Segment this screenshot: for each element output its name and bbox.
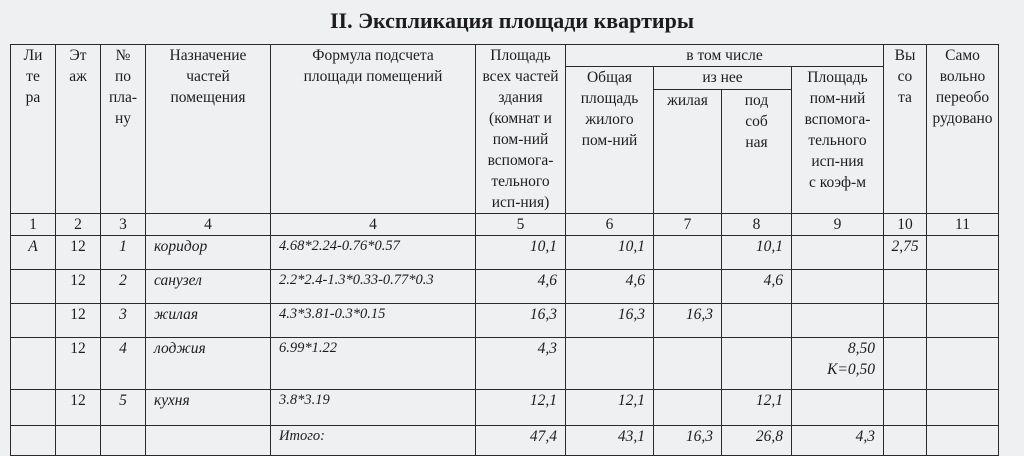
col-number: 4 xyxy=(271,214,476,236)
col-number: 9 xyxy=(792,214,884,236)
cell-formula: 2.2*2.4-1.3*0.33-0.77*0.3 xyxy=(271,270,476,304)
col-number: 10 xyxy=(884,214,927,236)
header-of-which: из нее xyxy=(654,67,792,90)
col-number: 2 xyxy=(56,214,101,236)
col-number: 5 xyxy=(476,214,566,236)
cell-aux-coef xyxy=(792,304,884,338)
cell-aux: 10,1 xyxy=(722,236,792,270)
cell-common: 12,1 xyxy=(566,390,654,426)
total-aux-coef: 4,3 xyxy=(792,426,884,456)
cell-height xyxy=(884,390,927,426)
cell-living xyxy=(654,270,722,304)
header-aux: под соб ная xyxy=(722,90,792,214)
cell-litera xyxy=(11,338,56,390)
header-including: в том числе xyxy=(566,45,884,67)
cell-self-built xyxy=(927,236,999,270)
header-purpose: Назначение частей помещения xyxy=(146,45,271,214)
cell-empty xyxy=(101,426,146,456)
cell-empty xyxy=(146,426,271,456)
header-row-1 xyxy=(11,45,999,67)
cell-empty xyxy=(927,426,999,456)
header-living: жилая xyxy=(654,90,722,214)
table-row xyxy=(11,390,999,426)
cell-number: 4 xyxy=(101,338,146,390)
page-title: II. Экспликация площади квартиры xyxy=(329,8,695,33)
cell-common: 10,1 xyxy=(566,236,654,270)
cell-number: 2 xyxy=(101,270,146,304)
cell-aux: 4,6 xyxy=(722,270,792,304)
table-row xyxy=(11,304,999,338)
cell-room-name: коридор xyxy=(146,236,271,270)
cell-etazh: 12 xyxy=(56,390,101,426)
cell-aux-coef xyxy=(792,390,884,426)
cell-formula: 3.8*3.19 xyxy=(271,390,476,426)
table-row xyxy=(11,270,999,304)
header-common-living: Общая площадь жилого пом-ний xyxy=(566,67,654,214)
cell-etazh: 12 xyxy=(56,236,101,270)
cell-empty xyxy=(11,426,56,456)
cell-room-name: жилая xyxy=(146,304,271,338)
cell-total: 12,1 xyxy=(476,390,566,426)
cell-formula: 6.99*1.22 xyxy=(271,338,476,390)
cell-self-built xyxy=(927,270,999,304)
cell-self-built xyxy=(927,390,999,426)
table-row xyxy=(11,338,999,390)
cell-living xyxy=(654,338,722,390)
header-number: № по пла- ну xyxy=(101,45,146,214)
cell-number: 1 xyxy=(101,236,146,270)
cell-room-name: кухня xyxy=(146,390,271,426)
cell-litera: А xyxy=(11,236,56,270)
cell-self-built xyxy=(927,338,999,390)
header-height: Вы со та xyxy=(884,45,927,214)
cell-aux xyxy=(722,304,792,338)
header-formula: Формула подсчета площади помещений xyxy=(271,45,476,214)
col-number: 4 xyxy=(146,214,271,236)
cell-common: 16,3 xyxy=(566,304,654,338)
cell-total: 16,3 xyxy=(476,304,566,338)
cell-aux xyxy=(722,338,792,390)
header-total-area: Площадь всех частей здания (комнат и пом-ний вспомога- тельного исп-ния) xyxy=(476,45,566,214)
cell-common: 4,6 xyxy=(566,270,654,304)
cell-room-name: санузел xyxy=(146,270,271,304)
col-number: 11 xyxy=(927,214,999,236)
cell-empty xyxy=(884,426,927,456)
total-area: 47,4 xyxy=(476,426,566,456)
cell-living xyxy=(654,236,722,270)
header-litera: Ли те ра xyxy=(11,45,56,214)
totals-label: Итого: xyxy=(271,426,476,456)
cell-total: 4,3 xyxy=(476,338,566,390)
header-self-built: Само вольно переобо рудовано xyxy=(927,45,999,214)
cell-height: 2,75 xyxy=(884,236,927,270)
total-common: 43,1 xyxy=(566,426,654,456)
column-number-row xyxy=(11,214,999,236)
cell-common xyxy=(566,338,654,390)
col-number: 3 xyxy=(101,214,146,236)
col-number: 6 xyxy=(566,214,654,236)
cell-height xyxy=(884,270,927,304)
cell-living: 16,3 xyxy=(654,304,722,338)
explication-table xyxy=(10,44,999,456)
cell-aux-coef xyxy=(792,236,884,270)
cell-room-name: лоджия xyxy=(146,338,271,390)
col-number: 8 xyxy=(722,214,792,236)
col-number: 1 xyxy=(11,214,56,236)
header-etazh: Эт аж xyxy=(56,45,101,214)
cell-litera xyxy=(11,304,56,338)
cell-formula: 4.68*2.24-0.76*0.57 xyxy=(271,236,476,270)
cell-etazh: 12 xyxy=(56,338,101,390)
header-aux-coef: Площадь пом-ний вспомога- тельного исп-ния с коэф-м xyxy=(792,67,884,214)
cell-height xyxy=(884,304,927,338)
col-number: 7 xyxy=(654,214,722,236)
cell-living xyxy=(654,390,722,426)
cell-aux-coef: 8,50 K=0,50 xyxy=(792,338,884,390)
cell-litera xyxy=(11,390,56,426)
cell-litera xyxy=(11,270,56,304)
table-row xyxy=(11,236,999,270)
cell-empty xyxy=(56,426,101,456)
totals-row xyxy=(11,426,999,456)
total-aux: 26,8 xyxy=(722,426,792,456)
cell-total: 10,1 xyxy=(476,236,566,270)
cell-self-built xyxy=(927,304,999,338)
cell-aux: 12,1 xyxy=(722,390,792,426)
cell-formula: 4.3*3.81-0.3*0.15 xyxy=(271,304,476,338)
total-living: 16,3 xyxy=(654,426,722,456)
cell-number: 3 xyxy=(101,304,146,338)
cell-total: 4,6 xyxy=(476,270,566,304)
cell-number: 5 xyxy=(101,390,146,426)
cell-height xyxy=(884,338,927,390)
cell-aux-coef xyxy=(792,270,884,304)
cell-etazh: 12 xyxy=(56,304,101,338)
cell-etazh: 12 xyxy=(56,270,101,304)
